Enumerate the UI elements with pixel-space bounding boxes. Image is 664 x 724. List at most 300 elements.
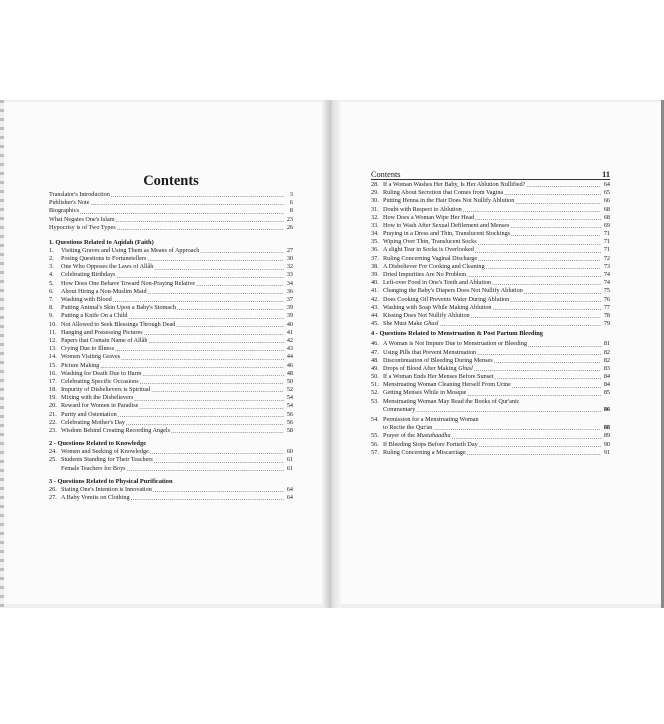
dot-leader: [494, 358, 601, 365]
toc-entry-number: 49.: [371, 364, 379, 372]
toc-entry-page: 85: [603, 389, 610, 397]
toc-entry-title: Celebrating Mother's Day: [61, 418, 126, 426]
toc-entry[interactable]: [371, 441, 610, 449]
toc-entry-number: 9.: [49, 312, 54, 320]
section-2-entries: [49, 448, 293, 473]
toc-entry-title: Praying in a Dress and Thin, Translucent Stockings: [383, 230, 511, 238]
toc-entry-title: A slight Tear in Socks is Overlooked: [383, 246, 474, 254]
toc-entry-number: 20.: [49, 402, 57, 410]
toc-entry-title: Posing Questions to Fortunetellers: [61, 255, 147, 263]
toc-entry[interactable]: [49, 448, 293, 456]
toc-entry-title: Mixing with the Disbelievers: [61, 394, 134, 402]
toc-entry-title: Women Visiting Graves: [61, 353, 121, 361]
section-1-entries: [49, 247, 293, 435]
toc-entry-page: 8: [289, 207, 293, 215]
toc-entry-title: Hanging and Possessing Pictures: [61, 328, 143, 336]
toc-entry-title: She Must Make Ghusl: [383, 320, 439, 328]
toc-entry-page: 71: [603, 238, 610, 246]
toc-entry-page: 72: [603, 254, 610, 262]
dot-leader: [528, 342, 601, 349]
toc-entry-title: If Bleeding Stops Before Fortieth Day: [383, 440, 478, 448]
left-toc: [49, 191, 293, 502]
toc-entry-number: 10.: [49, 320, 57, 328]
toc-entry-page: 61: [286, 456, 293, 464]
toc-entry[interactable]: [49, 386, 293, 394]
toc-entry[interactable]: [49, 304, 293, 312]
toc-entry-title: How Does One Behave Toward Non-Praying Relative: [61, 279, 196, 287]
toc-entry-page: 50: [286, 377, 293, 385]
toc-entry-page: 82: [603, 348, 610, 356]
toc-entry[interactable]: [371, 357, 610, 365]
toc-entry-page: 6: [289, 199, 293, 207]
toc-entry-number: 39.: [371, 271, 379, 279]
toc-entry-number: 5.: [49, 279, 54, 287]
toc-entry[interactable]: [49, 486, 293, 494]
toc-entry-number: 19.: [49, 394, 57, 402]
toc-entry-number: 26.: [49, 485, 57, 493]
toc-entry-title: Translator's Introduction: [49, 190, 110, 198]
toc-entry-page: 46: [286, 361, 293, 369]
dot-leader: [90, 200, 284, 207]
toc-entry[interactable]: [371, 349, 610, 357]
toc-entry-title: Left-over Food in One's Teeth and Ablution: [383, 279, 492, 287]
toc-entry-page: 90: [603, 440, 610, 448]
contents-title: Contents: [143, 173, 199, 189]
toc-entry-page: 74: [603, 271, 610, 279]
toc-entry-title: Picture Making: [61, 361, 100, 369]
toc-entry-title: A Baby Vomits on Clothing: [61, 493, 130, 501]
toc-entry[interactable]: [49, 465, 293, 473]
toc-entry-number: 15.: [49, 361, 57, 369]
toc-entry-number: 35.: [371, 238, 379, 246]
toc-entry-title: Reward for Women in Paradise: [61, 402, 139, 410]
toc-entry-number: 38.: [371, 262, 379, 270]
toc-entry[interactable]: [49, 288, 293, 296]
toc-entry[interactable]: [371, 214, 610, 222]
dot-leader: [176, 322, 284, 329]
dot-leader: [154, 458, 284, 465]
toc-entry[interactable]: [49, 427, 293, 435]
toc-entry-page: 48: [286, 369, 293, 377]
toc-entry-page: 68: [603, 205, 610, 213]
toc-entry-title: Using Pills that Prevent Menstruation: [383, 348, 477, 356]
toc-entry-page: 34: [286, 279, 293, 287]
dot-leader: [463, 207, 601, 214]
toc-entry[interactable]: [371, 255, 610, 263]
dot-leader: [440, 321, 601, 328]
toc-entry[interactable]: [371, 287, 610, 295]
section-heading-4: 4 - Questions Related to Menstruation & Post Partum Bleeding: [371, 330, 544, 338]
toc-entry-title: One Who Opposes the Laws of Allâh: [61, 263, 154, 271]
toc-entry-number: 36.: [371, 246, 379, 254]
toc-entry[interactable]: [49, 411, 293, 419]
dot-leader: [510, 223, 601, 230]
dot-leader: [515, 199, 601, 206]
dot-leader: [100, 363, 284, 370]
toc-entry-number: 41.: [371, 287, 379, 295]
toc-entry-title: Visiting Graves and Using Them as Means of Approach: [61, 246, 200, 254]
toc-entry-number: 17.: [49, 377, 57, 385]
toc-entry-number: 21.: [49, 410, 57, 418]
dot-leader: [151, 387, 284, 394]
toc-entry-page: 71: [603, 230, 610, 238]
toc-entry-number: 4.: [49, 271, 54, 279]
toc-entry[interactable]: [49, 255, 293, 263]
toc-entry-page: 75: [603, 287, 610, 295]
toc-entry-number: 7.: [49, 296, 54, 304]
dot-leader: [126, 420, 284, 427]
toc-entry-title: If a Woman Washes Her Baby, Is Her Ablution Nullified?: [383, 180, 526, 188]
toc-entry-title: Ruling Concerning Vaginal Discharge: [383, 254, 478, 262]
dot-leader: [129, 314, 284, 321]
toc-entry[interactable]: [371, 340, 610, 348]
toc-entry[interactable]: [49, 337, 293, 345]
toc-entry-number: 50.: [371, 373, 379, 381]
dot-leader: [113, 297, 284, 304]
toc-entry-page: 66: [603, 197, 610, 205]
toc-entry-page: 71: [603, 246, 610, 254]
toc-entry-number: 46.: [371, 340, 379, 348]
toc-entry[interactable]: [371, 406, 610, 414]
toc-entry[interactable]: [371, 296, 610, 304]
dot-leader: [139, 404, 284, 411]
toc-entry-page: 60: [286, 448, 293, 456]
toc-entry-number: 34.: [371, 230, 379, 238]
toc-entry-page: 83: [603, 364, 610, 372]
toc-entry-number: 25.: [49, 456, 57, 464]
toc-entry[interactable]: [371, 263, 610, 271]
dot-leader: [117, 225, 284, 232]
dot-leader: [511, 231, 601, 238]
toc-entry-title: Washing with Soap While Making Ablution: [383, 303, 492, 311]
toc-entry-title: Ruling About Secretion that Comes from Vagina: [383, 189, 504, 197]
toc-entry[interactable]: [49, 312, 293, 320]
toc-entry[interactable]: [49, 247, 293, 255]
toc-entry-number: 22.: [49, 418, 57, 426]
toc-entry-title: Getting Menses While in Mosque: [383, 389, 467, 397]
toc-entry-page: 64: [286, 485, 293, 493]
toc-entry-number: 13.: [49, 345, 57, 353]
toc-entry-number: 2.: [49, 255, 54, 263]
toc-entry[interactable]: [49, 394, 293, 402]
toc-entry-number: 40.: [371, 279, 379, 287]
toc-entry-page: 54: [286, 394, 293, 402]
dot-leader: [475, 215, 601, 222]
toc-entry-title: Female Teachers for Boys: [61, 464, 126, 472]
toc-entry-number: 55.: [371, 432, 379, 440]
toc-entry-page: 44: [286, 353, 293, 361]
dot-leader: [177, 305, 284, 312]
dot-leader: [467, 272, 601, 279]
toc-entry[interactable]: [49, 207, 293, 215]
toc-entry-title: Does Cooking Oil Prevents Water During Ablution: [383, 295, 510, 303]
toc-entry-title: A Disbeliever For Cooking and Cleaning: [383, 262, 485, 270]
toc-entry-page: 84: [603, 373, 610, 381]
toc-entry[interactable]: [371, 320, 610, 328]
dot-leader: [142, 371, 284, 378]
toc-entry-number: 3.: [49, 263, 54, 271]
section-heading-2: 2 - Questions Related to Knowledge: [49, 440, 147, 448]
toc-entry-number: 14.: [49, 353, 57, 361]
toc-entry-number: 48.: [371, 356, 379, 364]
running-header: [371, 168, 610, 180]
toc-entry-page: 65: [603, 189, 610, 197]
dot-leader: [452, 434, 601, 441]
dot-leader: [478, 256, 601, 263]
toc-entry-number: 27.: [49, 493, 57, 501]
toc-entry-page: 58: [286, 427, 293, 435]
toc-entry[interactable]: [371, 222, 610, 230]
dot-leader: [115, 346, 284, 353]
toc-entry[interactable]: 53. Menstruating Woman May Read the Books of Qur'anic: [371, 397, 520, 405]
toc-entry-title: How to Wash After Sexual Defilement and Menses: [383, 221, 510, 229]
toc-entry[interactable]: [49, 321, 293, 329]
toc-entry[interactable]: [371, 230, 610, 238]
toc-entry-title: Putting Henna in the Hair Does Not Nullify Ablution: [383, 197, 515, 205]
toc-entry-title: Washing with Blood: [61, 296, 112, 304]
dot-leader: [121, 355, 284, 362]
toc-entry-title: Doubt with Respect to Ablution: [383, 205, 462, 213]
toc-entry-title: Wisdom Behind Creating Recording Angels: [61, 427, 171, 435]
dot-leader: [200, 248, 284, 255]
toc-entry-page: 23: [286, 215, 293, 223]
toc-entry[interactable]: [371, 238, 610, 246]
toc-entry-title: Hypocrisy is of Two Types: [49, 223, 116, 231]
toc-entry[interactable]: [371, 279, 610, 287]
toc-entry[interactable]: [371, 181, 610, 189]
section-heading-3: 3 - Questions Related to Physical Purification: [49, 477, 173, 485]
dot-leader: [467, 450, 601, 457]
toc-entry-page: 56: [286, 410, 293, 418]
right-toc: [371, 168, 610, 457]
toc-entry-page: 79: [603, 320, 610, 328]
toc-entry-title: A Woman is Not Impure Due to Menstruation or Bleeding: [383, 340, 527, 348]
toc-entry[interactable]: [371, 247, 610, 255]
toc-entry-page: 3: [289, 190, 293, 198]
toc-entry-title: Changing the Baby's Diapers Does Not Nullify Ablution: [383, 287, 523, 295]
toc-entry[interactable]: [49, 378, 293, 386]
toc-entry-title: Crying Due to Illness: [61, 345, 115, 353]
dot-leader: [148, 289, 284, 296]
toc-entry[interactable]: [371, 365, 610, 373]
dot-leader: [504, 190, 601, 197]
toc-entry-page: 54: [286, 402, 293, 410]
section-4-entries-b: [371, 432, 610, 457]
toc-entry-page: 43: [286, 345, 293, 353]
running-header-page: 11: [602, 169, 610, 179]
dot-leader: [148, 338, 284, 345]
book-gutter: [322, 100, 341, 608]
toc-entry-title: About Hiring a Non-Muslim Maid: [61, 287, 147, 295]
toc-entry[interactable]: [49, 263, 293, 271]
dot-leader: [118, 412, 284, 419]
dot-leader: [134, 396, 284, 403]
toc-entry[interactable]: [371, 449, 610, 457]
toc-entry[interactable]: [49, 280, 293, 288]
toc-entry-page: 77: [603, 303, 610, 311]
toc-entry[interactable]: [49, 419, 293, 427]
toc-entry[interactable]: 54. Permission for a Menstruating Woman: [371, 416, 479, 424]
toc-entry-title: Prayer of the Mustahaadha: [383, 432, 451, 440]
section-heading-1: 1. Questions Related to Aqidah (Faith): [49, 238, 154, 246]
intro-entries: [49, 191, 293, 232]
toc-entry[interactable]: [371, 304, 610, 312]
toc-entry[interactable]: [49, 191, 293, 199]
toc-entry-page: 33: [286, 271, 293, 279]
toc-entry-number: 52.: [371, 389, 379, 397]
toc-entry-page: 69: [603, 221, 610, 229]
toc-entry-number: 1.: [49, 246, 54, 254]
toc-entry-page: 68: [603, 213, 610, 221]
toc-entry-number: 45.: [371, 320, 379, 328]
toc-entry-page: 82: [603, 356, 610, 364]
toc-entry-number: 32.: [371, 213, 379, 221]
toc-entry[interactable]: [49, 224, 293, 232]
section-3-entries-right: [371, 181, 610, 328]
toc-entry[interactable]: [371, 197, 610, 205]
toc-entry-page: 30: [286, 255, 293, 263]
toc-entry-page: 84: [603, 381, 610, 389]
toc-entry[interactable]: [49, 272, 293, 280]
toc-entry-page: 39: [286, 304, 293, 312]
toc-entry-title: Drops of Blood After Making Ghusl: [383, 364, 473, 372]
toc-entry[interactable]: [49, 370, 293, 378]
dot-leader: [512, 383, 601, 390]
toc-entry[interactable]: [371, 373, 610, 381]
toc-entry-title: Impurity of Disbelievers is Spiritual: [61, 386, 151, 394]
toc-entry-title: Celebrating Specific Occasions: [61, 377, 139, 385]
toc-entry-page: 81: [603, 340, 610, 348]
toc-entry[interactable]: [371, 271, 610, 279]
dot-leader: [475, 248, 601, 255]
toc-entry-title: What Negates One's Islam: [49, 215, 115, 223]
dot-leader: [153, 487, 284, 494]
dot-leader: [116, 217, 284, 224]
toc-entry[interactable]: [371, 424, 610, 432]
dot-leader: [150, 449, 284, 456]
dot-leader: [144, 330, 284, 337]
toc-entry[interactable]: [49, 216, 293, 224]
toc-entry-number: 33.: [371, 221, 379, 229]
dot-leader: [526, 182, 601, 189]
toc-entry-page: 40: [286, 320, 293, 328]
toc-entry-number: 24.: [49, 448, 57, 456]
toc-entry-page: 86: [603, 405, 610, 413]
toc-entry[interactable]: [49, 345, 293, 353]
toc-entry[interactable]: [49, 353, 293, 361]
dot-leader: [171, 428, 284, 435]
toc-entry-number: 44.: [371, 311, 379, 319]
toc-entry[interactable]: [49, 199, 293, 207]
toc-entry-number: 56.: [371, 440, 379, 448]
toc-entry-number: 28.: [371, 180, 379, 188]
toc-entry-page: 76: [603, 295, 610, 303]
toc-entry-number: 30.: [371, 197, 379, 205]
toc-entry-title: Dried Impurities Are No Problem: [383, 271, 467, 279]
toc-entry-page: 41: [286, 328, 293, 336]
toc-entry[interactable]: [371, 189, 610, 197]
dot-leader: [467, 391, 601, 398]
toc-entry-number: 57.: [371, 448, 379, 456]
dot-leader: [479, 442, 601, 449]
dot-leader: [127, 466, 284, 473]
dot-leader: [493, 305, 601, 312]
toc-entry-title: Menstruating Woman May Read the Books of Qur'anic: [383, 397, 520, 405]
toc-entry[interactable]: [49, 296, 293, 304]
toc-entry[interactable]: [49, 362, 293, 370]
toc-entry-title: Stating One's Intention is Innovation: [61, 485, 152, 493]
toc-entry-page: 56: [286, 418, 293, 426]
toc-entry-number: 12.: [49, 336, 57, 344]
toc-entry-page: 61: [286, 464, 293, 472]
toc-entry-page: 37: [286, 296, 293, 304]
toc-entry[interactable]: [371, 390, 610, 398]
toc-entry-title: Putting Animal's Skin Upon a Baby's Stomach: [61, 304, 176, 312]
toc-entry-page: 78: [603, 311, 610, 319]
dot-leader: [524, 289, 601, 296]
dot-leader: [154, 265, 284, 272]
toc-entry-page: 32: [286, 263, 293, 271]
toc-entry-page: 73: [603, 262, 610, 270]
toc-entry-number: 43.: [371, 303, 379, 311]
toc-entry-page: 64: [603, 180, 610, 188]
toc-entry-title: Women and Seeking of Knowledge: [61, 448, 149, 456]
dot-leader: [477, 350, 601, 357]
dot-leader: [495, 374, 601, 381]
toc-entry[interactable]: [371, 381, 610, 389]
toc-entry[interactable]: [49, 456, 293, 464]
toc-entry[interactable]: [49, 494, 293, 502]
toc-entry-title: Wiping Over Thin, Translucent Socks: [383, 238, 477, 246]
toc-entry-number: 8.: [49, 304, 54, 312]
toc-entry-number: 11.: [49, 328, 57, 336]
toc-entry-page: 42: [286, 336, 293, 344]
toc-entry-title: Students Standing for Their Teachers: [61, 456, 153, 464]
toc-entry-number: 31.: [371, 205, 379, 213]
toc-entry-title: Publisher's Note: [49, 199, 90, 207]
toc-entry-page: 89: [603, 432, 610, 440]
toc-entry-page: 26: [286, 223, 293, 231]
dot-leader: [486, 264, 601, 271]
toc-entry[interactable]: [49, 403, 293, 411]
dot-leader: [510, 297, 601, 304]
toc-entry-title: Papers that Contain Name of Allâh: [61, 336, 148, 344]
toc-entry-number: 37.: [371, 254, 379, 262]
toc-entry-title: Menstruating Woman Cleaning Herself From Urine: [383, 381, 511, 389]
dot-leader: [131, 495, 284, 502]
toc-entry-title: Not Allowed to Seek Blessings Through Dead: [61, 320, 176, 328]
toc-entry-page: 91: [603, 448, 610, 456]
toc-entry-number: 16.: [49, 369, 57, 377]
toc-entry-page: 88: [603, 424, 610, 432]
toc-entry-title: Kissing Does Not Nullify Ablution: [383, 311, 470, 319]
toc-entry[interactable]: [371, 312, 610, 320]
toc-entry-title: Purity and Ostentation: [61, 410, 117, 418]
dot-leader: [492, 280, 601, 287]
toc-entry[interactable]: [371, 432, 610, 440]
running-header-label: Contents: [371, 169, 401, 179]
toc-entry-title: Ruling Concerning a Miscarriage: [383, 448, 466, 456]
toc-entry-number: 23.: [49, 427, 57, 435]
toc-entry[interactable]: [371, 206, 610, 214]
dot-leader: [478, 240, 601, 247]
toc-entry-number: 29.: [371, 189, 379, 197]
toc-entry-page: 39: [286, 312, 293, 320]
toc-entry[interactable]: [49, 329, 293, 337]
toc-entry-title: Permission for a Menstruating Woman: [383, 416, 479, 424]
dot-leader: [471, 313, 601, 320]
dot-leader: [111, 192, 284, 199]
